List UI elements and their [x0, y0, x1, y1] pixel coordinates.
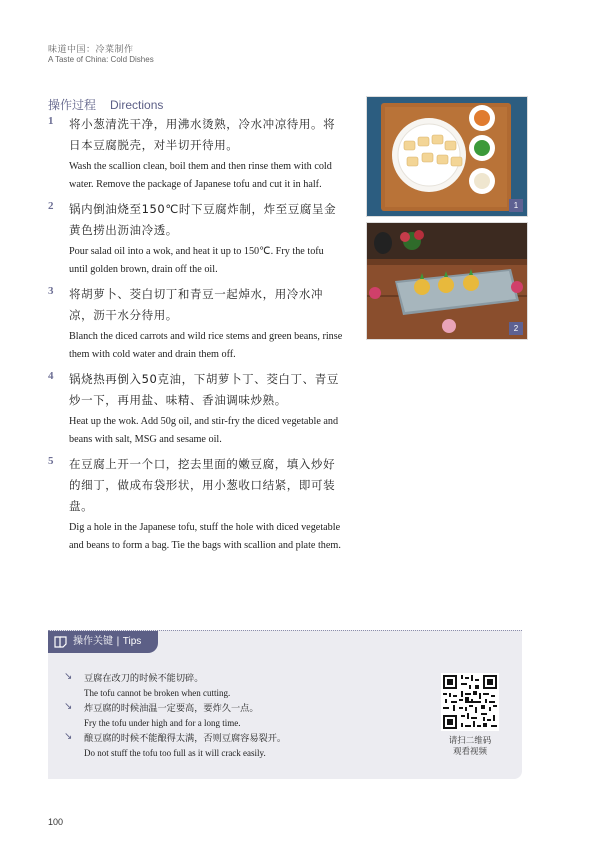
- step-text-zh: 锅内倒油烧至150℃时下豆腐炸制，炸至豆腐呈金黄色捞出沥油冷透。: [69, 202, 337, 237]
- directions-heading-zh: 操作过程: [48, 98, 97, 112]
- arrow-icon: ↘: [64, 701, 73, 712]
- step-3: [48, 284, 344, 363]
- step-2: [48, 199, 344, 278]
- step-text-zh: 将小葱清洗干净，用沸水烫熟，冷水冲凉待用。将日本豆腐脱壳，对半切开待用。: [69, 117, 336, 152]
- photo-number-badge: 1: [509, 199, 523, 212]
- step-number: 3: [48, 285, 54, 297]
- tofu-prep-illustration: [367, 97, 527, 216]
- tip-text-en: Fry the tofu under high and for a long time.: [84, 718, 241, 728]
- photo-number-badge: 2: [509, 322, 523, 335]
- book-icon: [54, 636, 68, 648]
- tip-text-zh: 豆腐在改刀的时候不能切碎。: [84, 673, 204, 684]
- qr-caption: [428, 736, 512, 758]
- qr-caption-line-1: 请扫二维码: [448, 736, 492, 746]
- tip-text-en: The tofu cannot be broken when cutting.: [84, 688, 231, 698]
- tip-item: [62, 671, 422, 700]
- step-text-en: Heat up the wok. Add 50g oil, and stir-fry the diced vegetable and beans with salt, MSG and sesame oil.: [69, 416, 339, 445]
- arrow-icon: ↘: [64, 731, 73, 742]
- step-number: 1: [48, 115, 54, 127]
- step-4: [48, 369, 344, 448]
- page-number: 100: [48, 817, 64, 827]
- step-number: 5: [48, 455, 54, 467]
- step-text-en: Dig a hole in the Japanese tofu, stuff the hole with diced vegetable and beans to form a bag. Tie the bags with scallion and plate them.: [69, 522, 341, 551]
- step-5: [48, 454, 344, 554]
- step-number: 4: [48, 370, 54, 382]
- qr-caption-line-2: 观看视频: [452, 747, 487, 757]
- tips-label-en: Tips: [122, 636, 142, 647]
- step-text-en: Blanch the diced carrots and wild rice stems and green beans, rinse them with cold water and drain them off.: [69, 331, 343, 360]
- tip-text-zh: 炸豆腐的时候油温一定要高，要炸久一点。: [84, 703, 259, 714]
- steps-list: [48, 114, 344, 560]
- tips-label-separator: |: [116, 636, 120, 647]
- step-text-zh: 锅烧热再倒入50克油，下胡萝卜丁、茭白丁、青豆炒一下，再用盐、味精、香油调味炒熟。: [69, 372, 339, 407]
- step-1: [48, 114, 344, 193]
- step-text-en: Pour salad oil into a wok, and heat it up to 150℃. Fry the tofu until golden brown, drain off the oil.: [69, 246, 324, 275]
- step-text-zh: 在豆腐上开一个口，挖去里面的嫩豆腐，填入炒好的细丁，做成布袋形状，用小葱收口结紧，即可装盘。: [69, 457, 336, 513]
- tips-label: [48, 631, 158, 653]
- running-header-en: A Taste of China: Cold Dishes: [48, 55, 154, 64]
- tips-label-zh: 操作关键: [73, 636, 113, 647]
- plated-tofu-illustration: [367, 223, 527, 339]
- step-number: 2: [48, 200, 54, 212]
- step-photo-2: [366, 222, 528, 340]
- tips-label-text: [73, 631, 141, 653]
- qr-code-icon: [441, 673, 499, 731]
- qr-code[interactable]: [441, 673, 499, 731]
- step-text-zh: 将胡萝卜、茭白切丁和青豆一起焯水，用冷水冲凉，沥干水分待用。: [69, 287, 324, 322]
- tip-item: [62, 701, 422, 730]
- arrow-icon: ↘: [64, 671, 73, 682]
- tip-text-zh: 酿豆腐的时候不能酿得太满，否则豆腐容易裂开。: [84, 733, 287, 744]
- running-header-zh: 味道中国：冷菜制作: [48, 45, 134, 55]
- tip-text-en: Do not stuff the tofu too full as it will crack easily.: [84, 748, 266, 758]
- directions-heading-en: Directions: [110, 98, 164, 112]
- directions-heading: [48, 96, 163, 113]
- step-text-en: Wash the scallion clean, boil them and then rinse them with cold water. Remove the package of Japanese tofu and cut it in half.: [69, 161, 332, 190]
- step-photo-1: [366, 96, 528, 217]
- tip-item: [62, 731, 422, 760]
- tips-list: [62, 671, 422, 761]
